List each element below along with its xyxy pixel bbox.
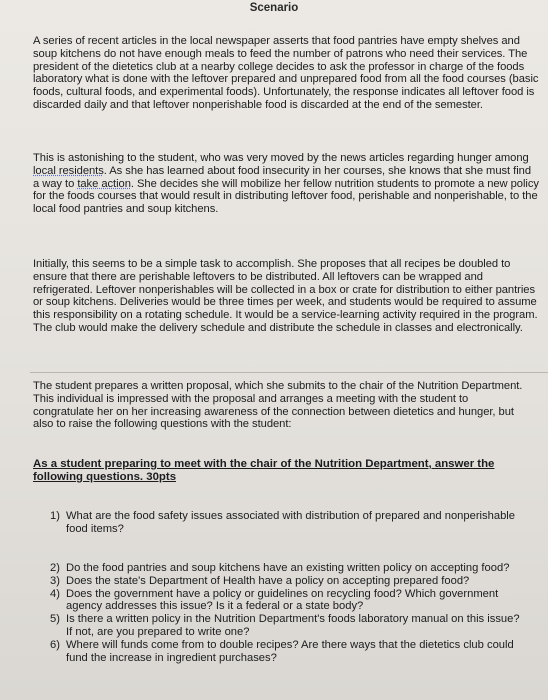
questions-heading: As a student preparing to meet with the chair of the Nutrition Department, answer the following questions. 30pts [33,458,495,483]
paragraph-text: . She decides she will mobilize her fellow nutrition students to promote a new policy for the foods courses that would result in distributing leftover food, perishable and nonperishable, to the local food pantries and soup kitchens. [33,177,539,216]
scenario-paragraph-3: Initially, this seems to be a simple task to accomplish. She proposes that all recipes be doubled to ensure that there are perishable leftovers to be distributed. All leftovers can be wrapped and refrigerated. Leftover nonperishables will be collected in a box or crate for distribution to either pantries or soup kitchens. Deliveries would be three times per week, and students would be required to assume this responsibility on a rotating schedule. It would be a service-learning activity required in the program. The club would make the delivery schedule and distribute the schedule in classes and electronically. [33,258,538,334]
section-divider [30,372,548,373]
underlined-phrase: take action [77,177,131,190]
question-list [50,562,526,664]
list-item [50,575,526,588]
question-text: What are the food safety issues associated with distribution of prepared and nonperishable food items? [66,510,516,535]
question-number: 6) [50,638,60,651]
scenario-paragraph-2 [33,152,540,216]
question-text: Does the government have a policy or guidelines on recycling food? Which government agency addresses this issue? Is it a federal or a state body? [66,587,499,613]
underlined-phrase: local residents [33,164,104,177]
list-item [50,613,526,639]
scenario-paragraph-1: A series of recent articles in the local newspaper asserts that food pantries have empty shelves and soup kitchens do not have enough meals to feed the number of patrons who need their services. The president of the dietetics club at a nearby college decides to ask the professor in charge of the foods laboratory what is done with the leftover prepared and unprepared food from all the food courses (basic foods, cultural foods, and experimental foods). Unfortunately, the response indicates all leftover food is discarded daily and that leftover nonperishable food is discarded at the end of the semester. [33,35,539,111]
scenario-paragraph-4: The student prepares a written proposal, which she submits to the chair of the Nutrition Department. This individual is impressed with the proposal and arranges a meeting with the student to congratulate her on her increasing awareness of the connection between dietetics and hunger, but also to raise the following questions with the student: [33,380,523,431]
list-item [50,510,526,536]
question-text: Is there a written policy in the Nutrition Department's foods laboratory manual on this issue? If not, are you prepared to write one? [66,613,520,638]
question-list [50,510,526,536]
question-text: Does the state's Department of Health have a policy on accepting prepared food? [66,574,470,587]
paragraph-text: . As she has learned about food insecurity in her courses, she knows that she must find a way to [33,164,531,190]
question-number: 2) [50,562,60,574]
question-number: 5) [50,613,60,626]
paragraph-text: This is astonishing to the student, who was very moved by the news articles regarding hunger among [33,152,529,164]
question-number: 4) [50,587,60,600]
list-item [50,639,526,665]
question-text: Where will funds come from to double recipes? Are there ways that the dietetics club could fund the increase in ingredient purchases? [66,638,514,664]
page-title: Scenario [249,2,299,14]
list-item [50,562,526,575]
question-text: Do the food pantries and soup kitchens have an existing written policy on accepting food? [66,562,510,574]
question-number: 3) [50,574,60,587]
list-item [50,588,526,614]
question-number: 1) [50,510,60,522]
